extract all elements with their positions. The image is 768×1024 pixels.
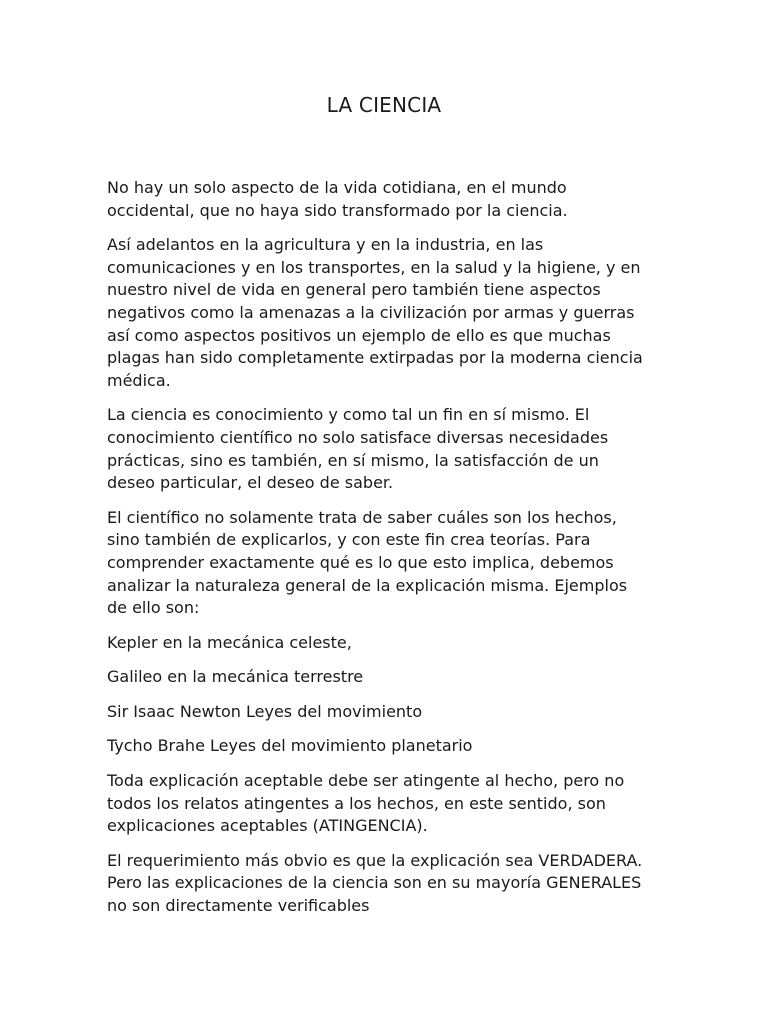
paragraph-intro: No hay un solo aspecto de la vida cotidiana, en el mundo occidental, que no haya sido transformado por la ciencia. bbox=[107, 178, 568, 220]
example-kepler: Kepler en la mecánica celeste, bbox=[107, 632, 352, 652]
paragraph-knowledge: La ciencia es conocimiento y como tal un fin en sí mismo. El conocimiento científico no solo satisface diversas necesidades prácticas, sino es también, en sí mismo, la satisfacción de un deseo particular, el deseo de saber. bbox=[107, 405, 609, 493]
paragraph-scientist: El científico no solamente trata de saber cuáles son los hechos, sino también de explicarlos, y con este fin crea teorías. Para comprender exactamente qué es lo que esto implica, debemos analizar la naturaleza general de la explicación misma. Ejemplos de ello son: bbox=[107, 507, 628, 618]
example-newton: Sir Isaac Newton Leyes del movimiento bbox=[107, 701, 423, 721]
paragraph-advances: Así adelantos en la agricultura y en la industria, en las comunicaciones y en los transportes, en la salud y la higiene, y en nuestro nivel de vida en general pero también tiene aspectos negativos como la amenazas a la civilización por armas y guerras así como aspectos positivos un ejemplo de ello es que muchas plagas han sido completamente extirpadas por la moderna ciencia médica. bbox=[107, 235, 643, 390]
document-title: LA CIENCIA bbox=[326, 93, 442, 117]
document-body bbox=[107, 177, 667, 930]
example-brahe: Tycho Brahe Leyes del movimiento planetario bbox=[107, 736, 473, 756]
example-galileo: Galileo en la mecánica terrestre bbox=[107, 667, 364, 687]
paragraph-verdadera: El requerimiento más obvio es que la explicación sea VERDADERA. Pero las explicaciones de la ciencia son en su mayoría GENERALES no son directamente verificables bbox=[107, 850, 643, 916]
paragraph-atingencia: Toda explicación aceptable debe ser atingente al hecho, pero no todos los relatos atingentes a los hechos, en este sentido, son explicaciones aceptables (ATINGENCIA). bbox=[107, 771, 625, 836]
